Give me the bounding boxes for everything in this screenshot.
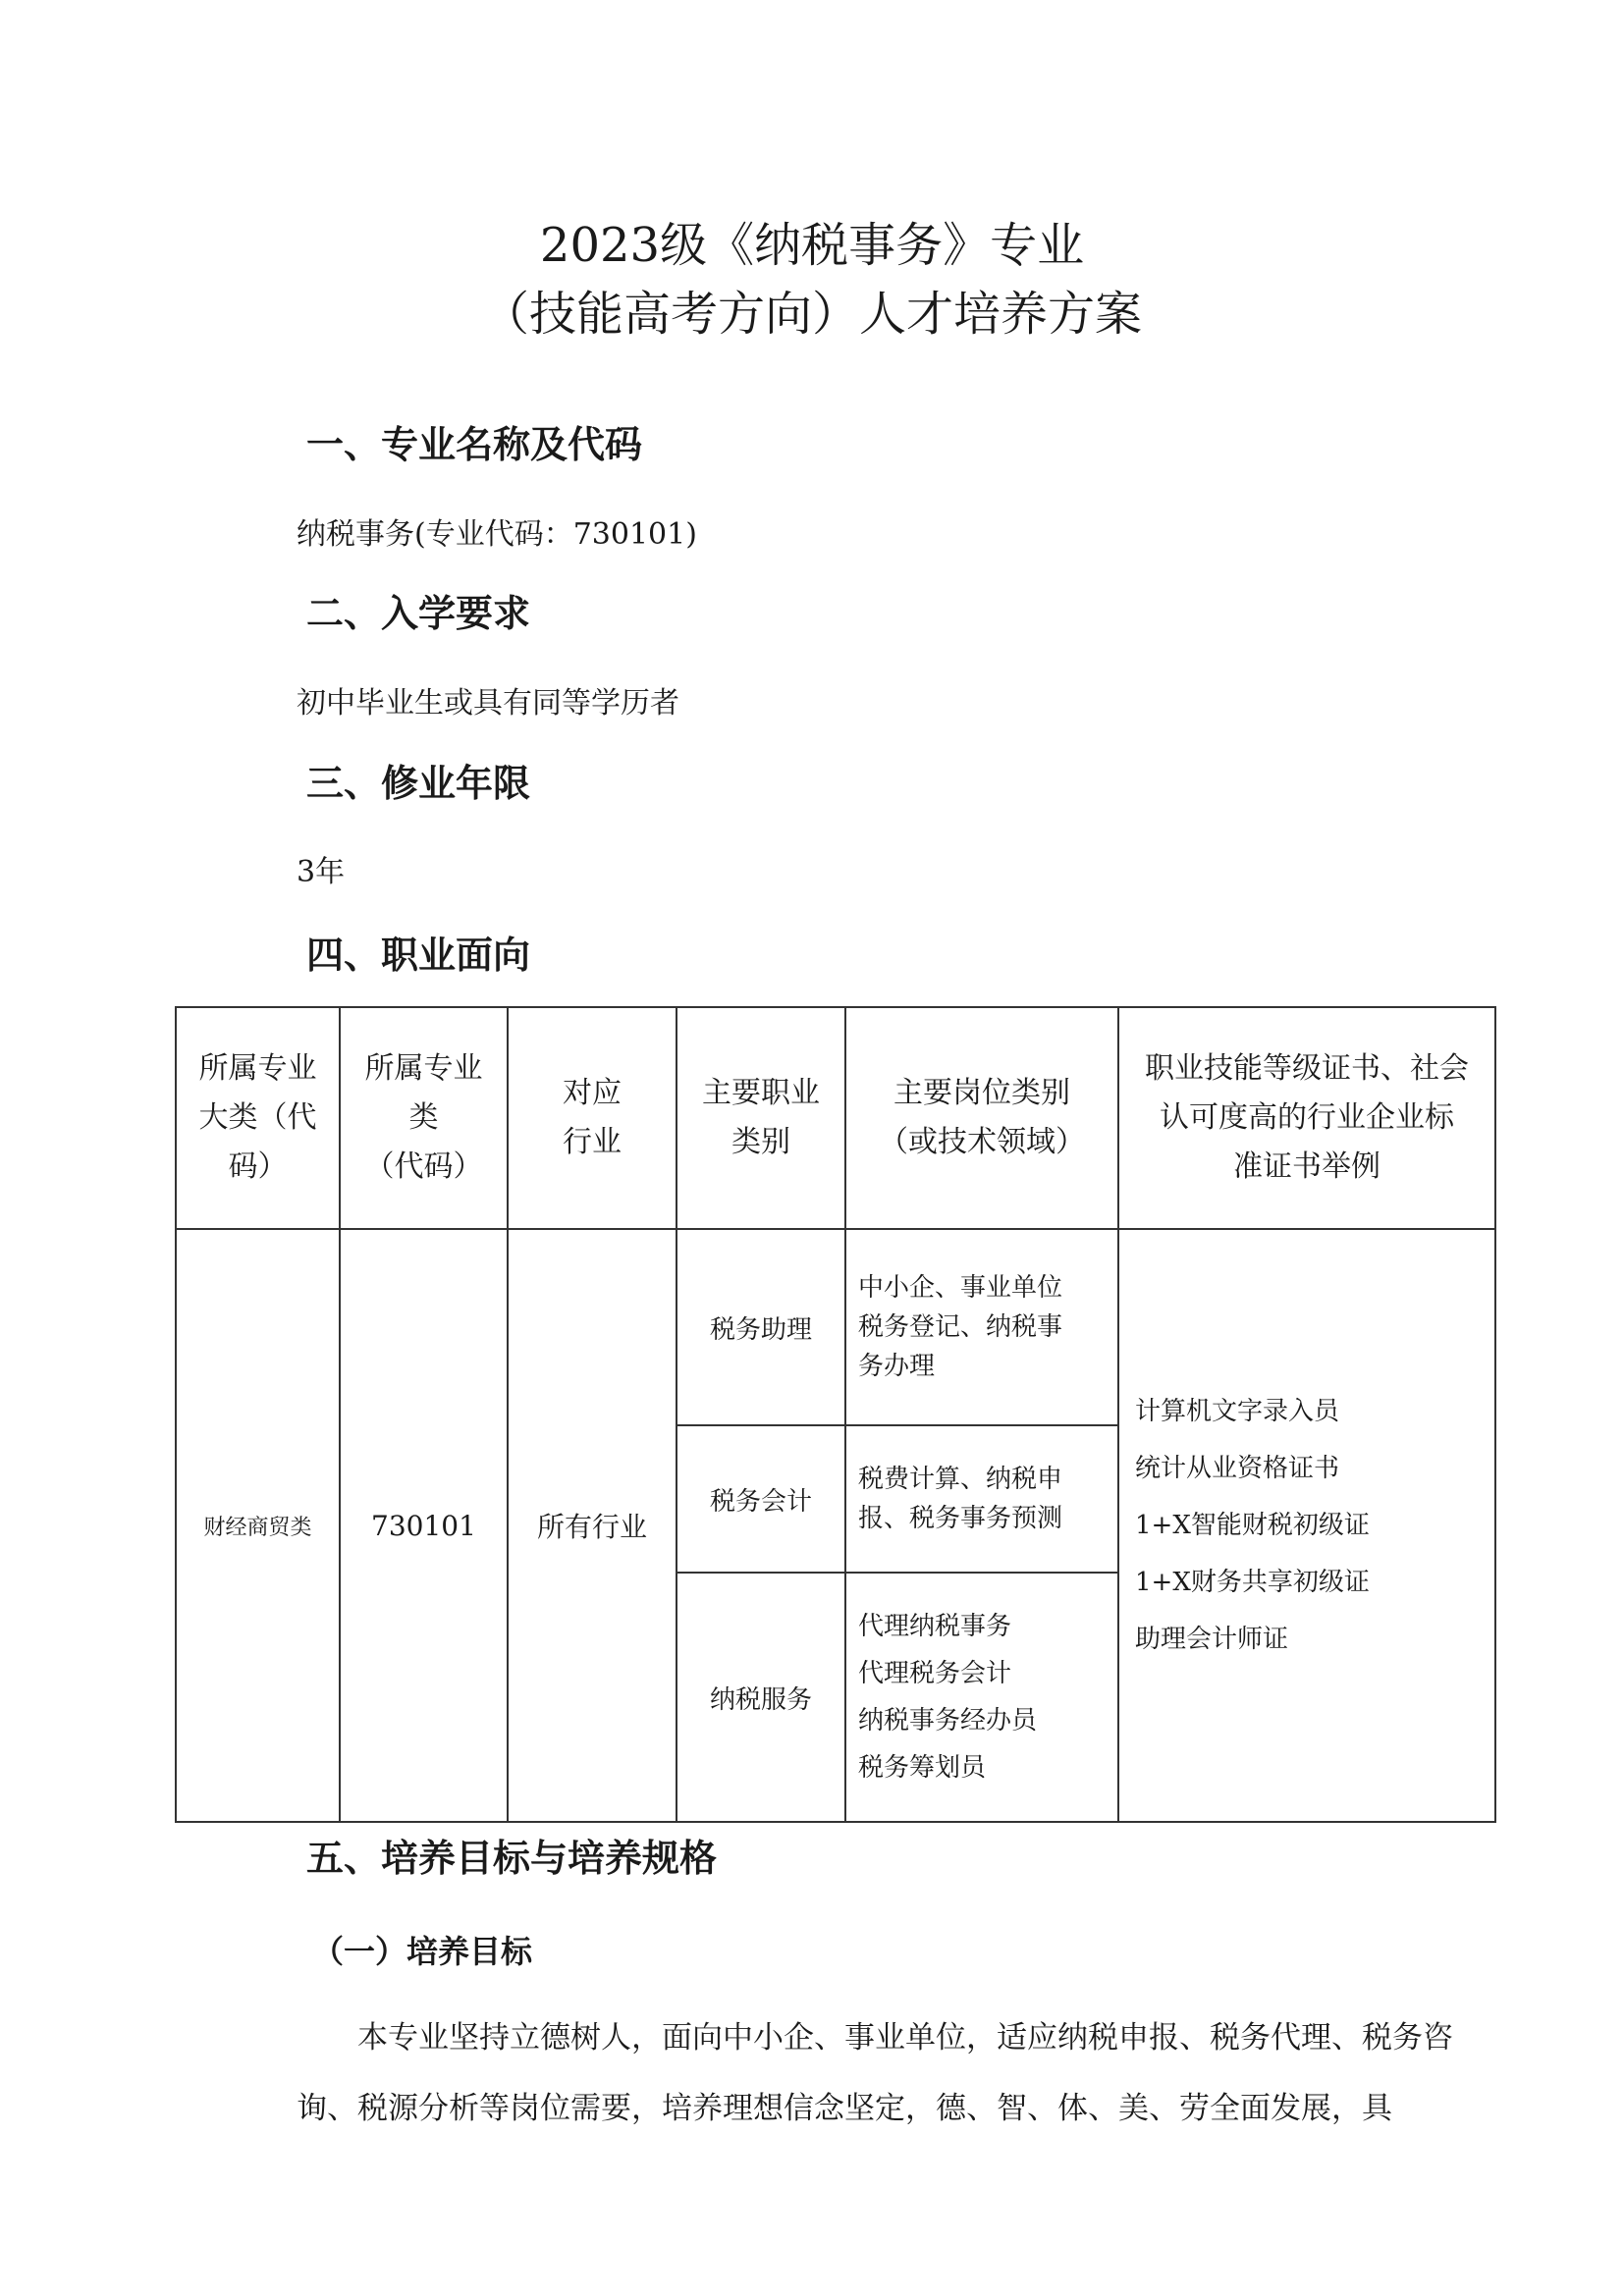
subsection-heading: （一）培养目标 <box>312 1933 533 1970</box>
header-position-category: 主要岗位类别 （或技术领域） <box>845 1007 1118 1229</box>
table-row <box>176 1229 1495 1425</box>
section-heading-4: 四、职业面向 <box>306 933 531 977</box>
header-major-class: 所属专业 类 （代码） <box>340 1007 508 1229</box>
cell-industry: 所有行业 <box>508 1229 677 1822</box>
section-heading-2: 二、入学要求 <box>306 591 531 635</box>
header-certificates: 职业技能等级证书、社会 认可度高的行业企业标 准证书举例 <box>1118 1007 1495 1229</box>
section-text-1: 纳税事务(专业代码：730101) <box>297 517 697 552</box>
cell-job: 纳税服务 <box>677 1573 845 1822</box>
cell-certificates: 计算机文字录入员 统计从业资格证书 1+X智能财税初级证 1+X财务共享初级证 助理会计师证 <box>1118 1229 1495 1822</box>
cell-job: 税务助理 <box>677 1229 845 1425</box>
header-job-category: 主要职业 类别 <box>677 1007 845 1229</box>
body-paragraph: 本专业坚持立德树人，面向中小企、事业单位，适应纳税申报、税务代理、税务咨询、税源分析等岗位需要，培养理想信念坚定，德、智、体、美、劳全面发展，具 <box>297 2020 1453 2126</box>
cell-areas: 税费计算、纳税申 报、税务事务预测 <box>845 1425 1118 1573</box>
section-heading-1: 一、专业名称及代码 <box>306 422 643 466</box>
document-title-line1: 2023级《纳税事务》专业 <box>539 218 1085 273</box>
cell-major-code: 730101 <box>340 1229 508 1822</box>
section-heading-5: 五、培养目标与培养规格 <box>306 1836 718 1880</box>
section-text-3: 3年 <box>297 855 346 889</box>
document-title-line2: （技能高考方向）人才培养方案 <box>481 287 1142 342</box>
section-heading-3: 三、修业年限 <box>306 761 531 805</box>
career-table <box>175 1006 1496 1823</box>
cell-areas: 代理纳税事务 代理税务会计 纳税事务经办员 税务筹划员 <box>845 1573 1118 1822</box>
header-major-category: 所属专业 大类（代 码） <box>176 1007 340 1229</box>
cell-job: 税务会计 <box>677 1425 845 1573</box>
header-industry: 对应 行业 <box>508 1007 677 1229</box>
table-header-row <box>176 1007 1495 1229</box>
cell-areas: 中小企、事业单位 税务登记、纳税事 务办理 <box>845 1229 1118 1425</box>
cell-major-category: 财经商贸类 <box>176 1229 340 1822</box>
section-text-2: 初中毕业生或具有同等学历者 <box>297 686 679 721</box>
